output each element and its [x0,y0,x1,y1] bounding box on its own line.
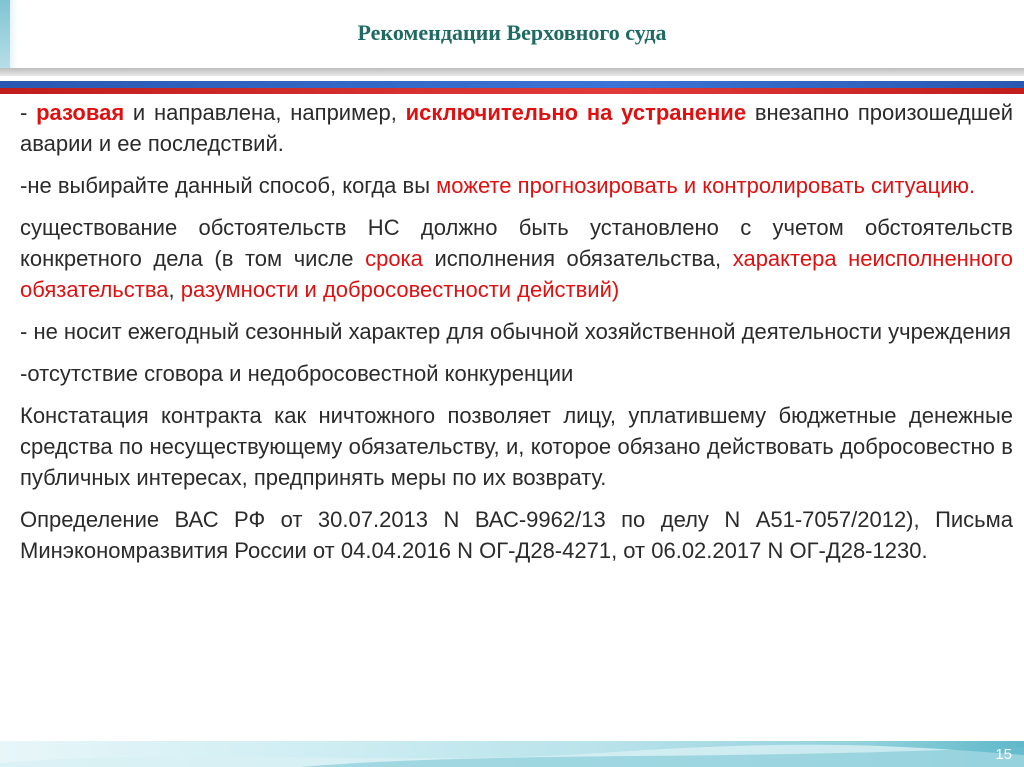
highlighted-text: срока [365,246,423,271]
paragraph [20,170,1013,201]
highlighted-text: разумности и добросовестности действий) [180,277,620,302]
paragraph [20,504,1013,566]
paragraph-text: Определение ВАС РФ от 30.07.2013 N ВАС-9962/13 по делу N А51-7057/2012), Письма Минэкономразвития России от 04.04.2016 N ОГ-Д28-4271, от 06.02.2017 N ОГ-Д28-1230. [20,507,1013,563]
highlighted-text: можете прогнозировать и контролировать ситуацию. [436,173,976,198]
footer-decoration [0,741,1024,767]
paragraph-text: - [20,100,37,125]
stripe-blue [0,81,1024,88]
slide-header [0,0,1024,70]
stripe-red [0,88,1024,94]
paragraph-text: исполнения обязательства, [422,246,733,271]
slide-title: Рекомендации Верховного суда [357,20,667,45]
paragraph-text: и направлена, например, [124,100,406,125]
paragraph-text: , [168,277,181,302]
stripe-grey [0,68,1024,76]
highlighted-text: исключительно на устранение [405,100,747,125]
paragraph-text: -не выбирайте данный способ, когда вы [20,173,437,198]
paragraph [20,97,1013,159]
paragraph-text: - не носит ежегодный сезонный характер для обычной хозяйственной деятельности учреждения [20,319,1011,344]
paragraph-text: существование обстоятельств НС должно быть установлено с учетом обстоятельств конкретного дела (в том числе [20,215,1013,271]
slide-body [20,97,1013,566]
paragraph-text: Констатация контракта как ничтожного позволяет лицу, уплатившему бюджетные денежные средства по несуществующему обязательству, и, которое обязано действовать добросовестно в публичных интересах, предпринять меры по их возврату. [20,403,1013,490]
footer-swirl-graphic [0,741,1024,767]
page-number: 15 [995,746,1012,763]
paragraph [20,316,1013,347]
paragraph-text: -отсутствие сговора и недобросовестной конкуренции [20,361,574,386]
highlighted-text: характера неисполненного обязательства [20,246,1013,302]
paragraph-text: внезапно произошедшей аварии и ее последствий. [20,100,1013,156]
paragraph [20,358,1013,389]
flag-stripes-divider [0,68,1024,96]
paragraph [20,212,1013,305]
paragraph [20,400,1013,493]
highlighted-text: разовая [36,100,125,125]
